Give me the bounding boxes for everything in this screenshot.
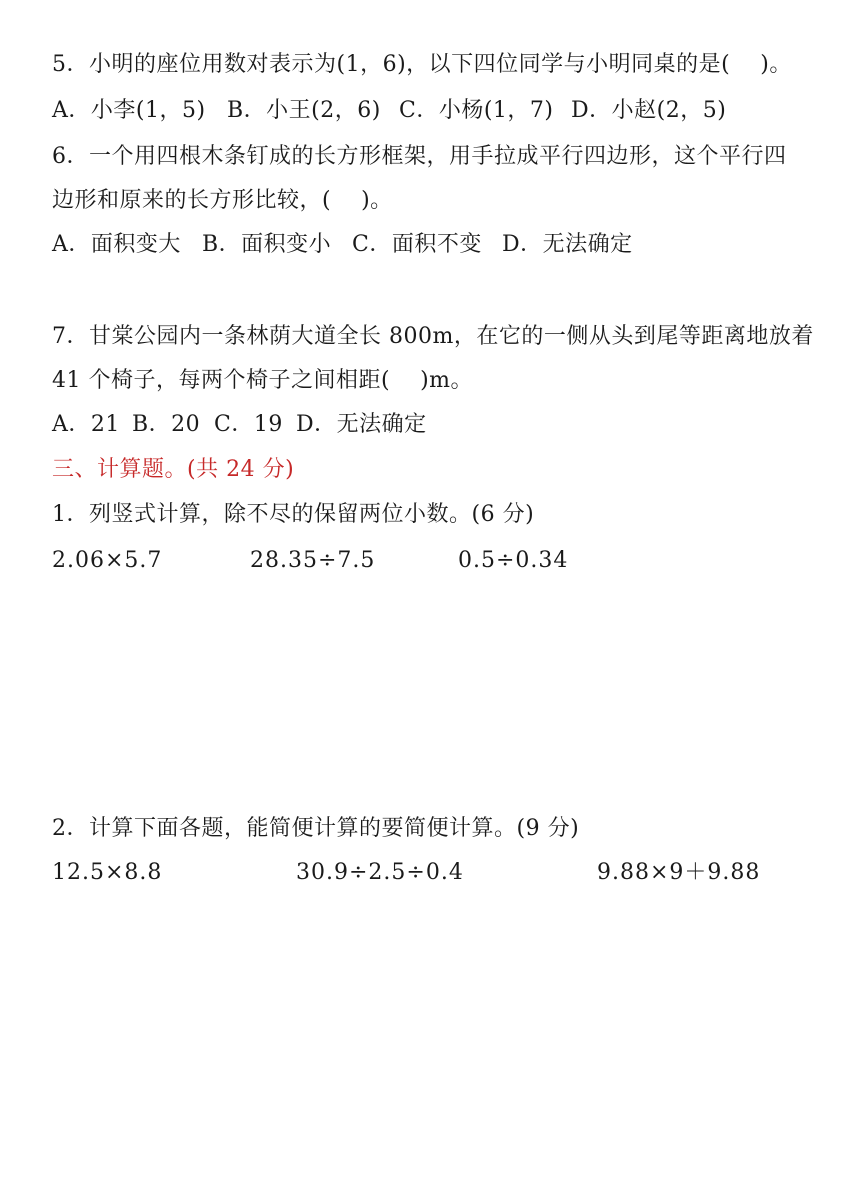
q5-options bbox=[52, 96, 726, 126]
q6-option-d: D．无法确定 bbox=[502, 232, 633, 257]
section3-title: 三、计算题。(共 24 分) bbox=[52, 457, 295, 482]
calc1-expr-1: 2.06×5.7 bbox=[52, 548, 163, 573]
calc1-expr-2: 28.35÷7.5 bbox=[250, 548, 376, 573]
q5-stem: 5．小明的座位用数对表示为(1，6)，以下四位同学与小明同桌的是( )。 bbox=[52, 52, 792, 77]
q5-option-c: C．小杨(1，7) bbox=[399, 98, 554, 123]
q6-option-b: B．面积变小 bbox=[202, 232, 332, 257]
q5-option-d: D．小赵(2，5) bbox=[571, 98, 727, 123]
calc1-expr-3: 0.5÷0.34 bbox=[458, 548, 569, 573]
q7-stem-line1: 7．甘棠公园内一条林荫大道全长 800m，在它的一侧从头到尾等距离地放着 bbox=[52, 324, 814, 349]
q6-stem-line2: 边形和原来的长方形比较，( )。 bbox=[52, 188, 393, 213]
q5-option-b: B．小王(2，6) bbox=[227, 98, 381, 123]
q7-option-b: B．20 bbox=[132, 412, 201, 437]
section3-item2-stem: 2．计算下面各题，能简便计算的要简便计算。(9 分) bbox=[52, 816, 580, 841]
calc2-expr-1: 12.5×8.8 bbox=[52, 860, 163, 885]
q5-option-a: A．小李(1，5) bbox=[52, 98, 206, 123]
calc2-expr-2: 30.9÷2.5÷0.4 bbox=[296, 860, 464, 885]
section3-item1-stem: 1．列竖式计算，除不尽的保留两位小数。(6 分) bbox=[52, 502, 535, 527]
q6-stem-line1: 6．一个用四根木条钉成的长方形框架，用手拉成平行四边形，这个平行四 bbox=[52, 144, 787, 169]
q7-option-c: C．19 bbox=[214, 412, 283, 437]
q6-option-c: C．面积不变 bbox=[352, 232, 482, 257]
q7-stem-line2: 41 个椅子，每两个椅子之间相距( )m。 bbox=[52, 368, 474, 393]
q7-option-a: A．21 bbox=[52, 412, 120, 437]
q7-options bbox=[52, 410, 427, 440]
q6-option-a: A．面积变大 bbox=[52, 232, 181, 257]
calc2-expr-3: 9.88×9＋9.88 bbox=[597, 860, 761, 885]
q7-option-d: D．无法确定 bbox=[296, 412, 427, 437]
q6-options bbox=[52, 230, 633, 260]
